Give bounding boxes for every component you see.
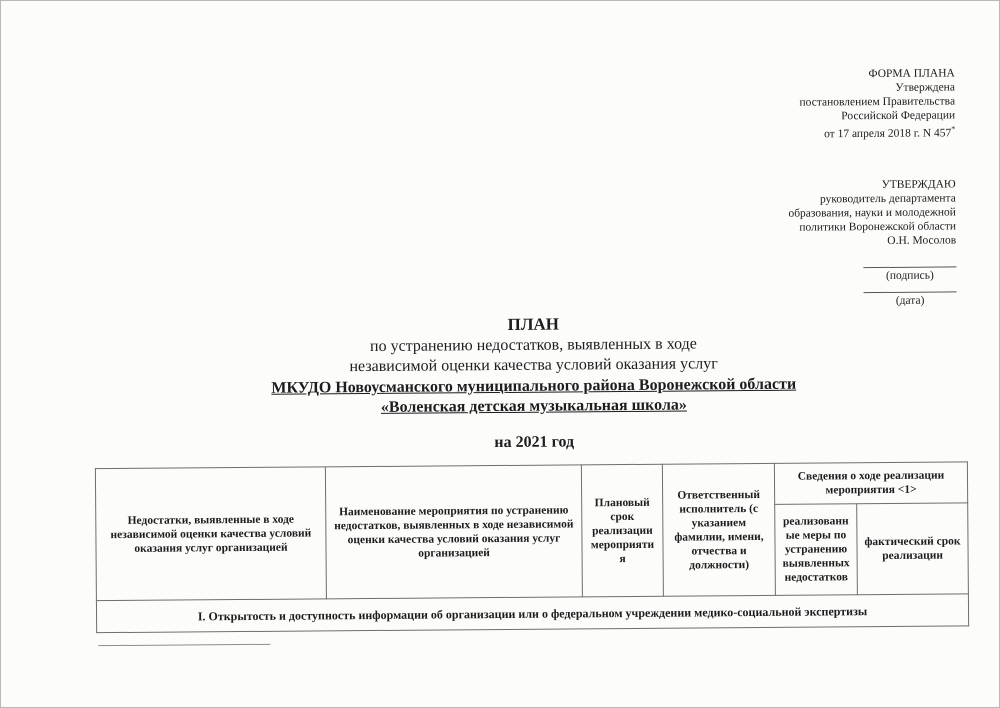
form-stamp (799, 66, 955, 141)
footnote-asterisk: * (951, 124, 956, 134)
signer-name: О.Н. Мосолов (887, 234, 957, 247)
form-stamp-date: от 17 апреля 2018 г. N 457 (824, 127, 952, 141)
header-actual-term: фактический срок реализации (857, 503, 969, 595)
approval-line: руководитель департамента (819, 192, 956, 206)
plan-subtitle-line: по устранению недостатков, выявленных в ходе (369, 334, 697, 355)
table-header-row-top (95, 462, 967, 510)
signature-line (863, 266, 956, 283)
footnote-separator-rule (98, 644, 270, 646)
plan-table (95, 461, 969, 633)
date-caption: (дата) (895, 294, 925, 307)
signature-caption: (подпись) (885, 269, 934, 282)
header-defects: Недостатки, выявленные в ходе независимой оценки качества условий оказания услуг организацией (95, 467, 326, 601)
form-stamp-line: Российской Федерации (841, 109, 956, 123)
table-section-row (96, 594, 968, 633)
header-taken-measures: реализованн ые меры по устранению выявленных недостатков (775, 504, 858, 596)
plan-subtitle-line: независимой оценки качества условий оказания услуг (349, 355, 718, 376)
date-line (864, 291, 957, 308)
section-row-1: I. Открытость и доступность информации об организации или о федеральном учреждении медико-социальной экспертизы (96, 594, 968, 633)
header-responsible: Ответственный исполнитель (с указанием фамилии, имени, отчества и должности) (662, 463, 775, 596)
plan-title: ПЛАН (507, 314, 560, 334)
organization-name-line: «Воленская детская музыкальная школа» (380, 396, 687, 416)
organization-name-line: МКУДО Новоусманского муниципального района Воронежской области (271, 375, 797, 397)
plan-period: на 2021 год (494, 432, 575, 451)
header-implementation-group: Сведения о ходе реализации мероприятия <1> (774, 462, 967, 505)
document-title-block (71, 311, 997, 456)
form-stamp-line: постановлением Правительства (799, 95, 956, 109)
approval-stamp (788, 177, 957, 308)
approval-heading: УТВЕРЖДАЮ (881, 178, 956, 191)
header-planned-term: Плановый срок реализации мероприяти я (581, 464, 663, 597)
form-stamp-line (800, 122, 956, 141)
approval-line: политики Воронежской области (799, 220, 957, 234)
form-stamp-line: Утверждена (895, 81, 955, 94)
form-stamp-line: ФОРМА ПЛАНА (868, 67, 955, 81)
header-measures: Наименование мероприятия по устранению недостатков, выявленных в ходе независимой оценки качества условий оказания услуг организацией (325, 465, 582, 599)
approval-line: образования, науки и молодежной (788, 206, 956, 220)
